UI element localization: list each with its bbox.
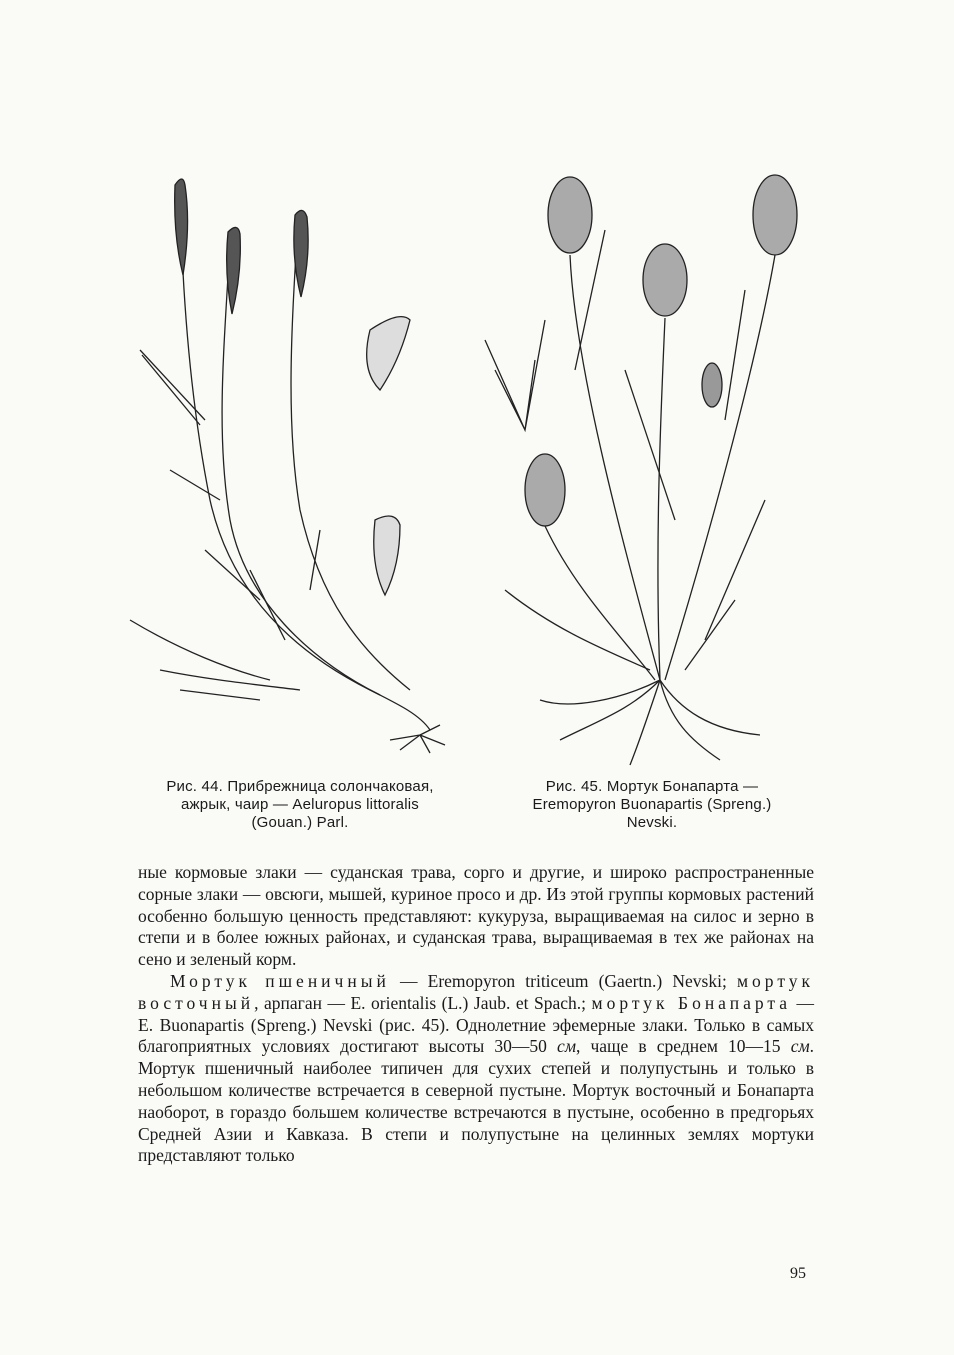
paragraph-1: ные кормовые злаки — суданская трава, сорго и другие, и широко распространенные сорные злаки — овсюги, мышей, куриное просо и др. Из этой группы кормовых растений особенно большую ценность представляют: кукуруза, выращиваемая на силос и зерно в степи и в более южных районах, и суданская трава, выращиваемая в тех же районах на сено и зеленый корм. [138, 862, 814, 970]
paragraph-text: , арпаган — E. orientalis (L.) Jaub. et Spach.; [254, 992, 592, 1013]
species-name: мортук Бонапарта [591, 992, 791, 1013]
figures-area [120, 170, 820, 770]
eremopyron-drawing [475, 170, 820, 770]
paragraph-text: , чаще в среднем 10—15 [575, 1036, 791, 1057]
figure-44-illustration [120, 170, 460, 755]
figure-44-caption [120, 778, 480, 832]
paragraph-2 [138, 971, 814, 1167]
page-number: 95 [790, 1265, 806, 1282]
paragraph-text: — Eremopyron triticeum (Gaertn.) Nevski; [389, 970, 737, 991]
caption-line: Nevski. [626, 814, 678, 831]
unit: см [790, 1036, 810, 1057]
species-name: Мортук пшеничный [170, 970, 390, 991]
caption-line: (Gouan.) Parl. [251, 814, 349, 831]
caption-line: ажрык, чаир — Aeluropus littoralis [181, 796, 419, 813]
figure-45-illustration [475, 170, 820, 770]
paragraph-text: . Мортук пшеничный наиболее типичен для сухих степей и полупустынь и только в небольшом количестве встречается в северной пустыне. Мортук восточный и Бонапарта наоборот, в гораздо большем количестве встречаются в пустыне, особенно в предгорьях Средней Азии и Кавказа. В степи и полупустыне на целинных землях мортуки представляют только [138, 1036, 814, 1166]
paragraph-text: — E. Buonapartis (Spreng.) Nevski (рис. 45). Однолетние эфемерные злаки. Только в самых благоприятных условиях достигают высоты 30—50 [138, 992, 815, 1057]
caption-line: Eremopyron Buonapartis (Spreng.) [532, 796, 772, 813]
caption-line: Рис. 45. Мортук Бонапарта — [545, 778, 759, 795]
body-text [138, 862, 814, 1167]
caption-line: Рис. 44. Прибрежница солончаковая, [166, 778, 434, 795]
aeluropus-drawing [120, 170, 460, 755]
unit: см [557, 1036, 576, 1057]
species-name: мортук восточный [138, 970, 814, 1013]
figure-45-caption [488, 778, 816, 832]
